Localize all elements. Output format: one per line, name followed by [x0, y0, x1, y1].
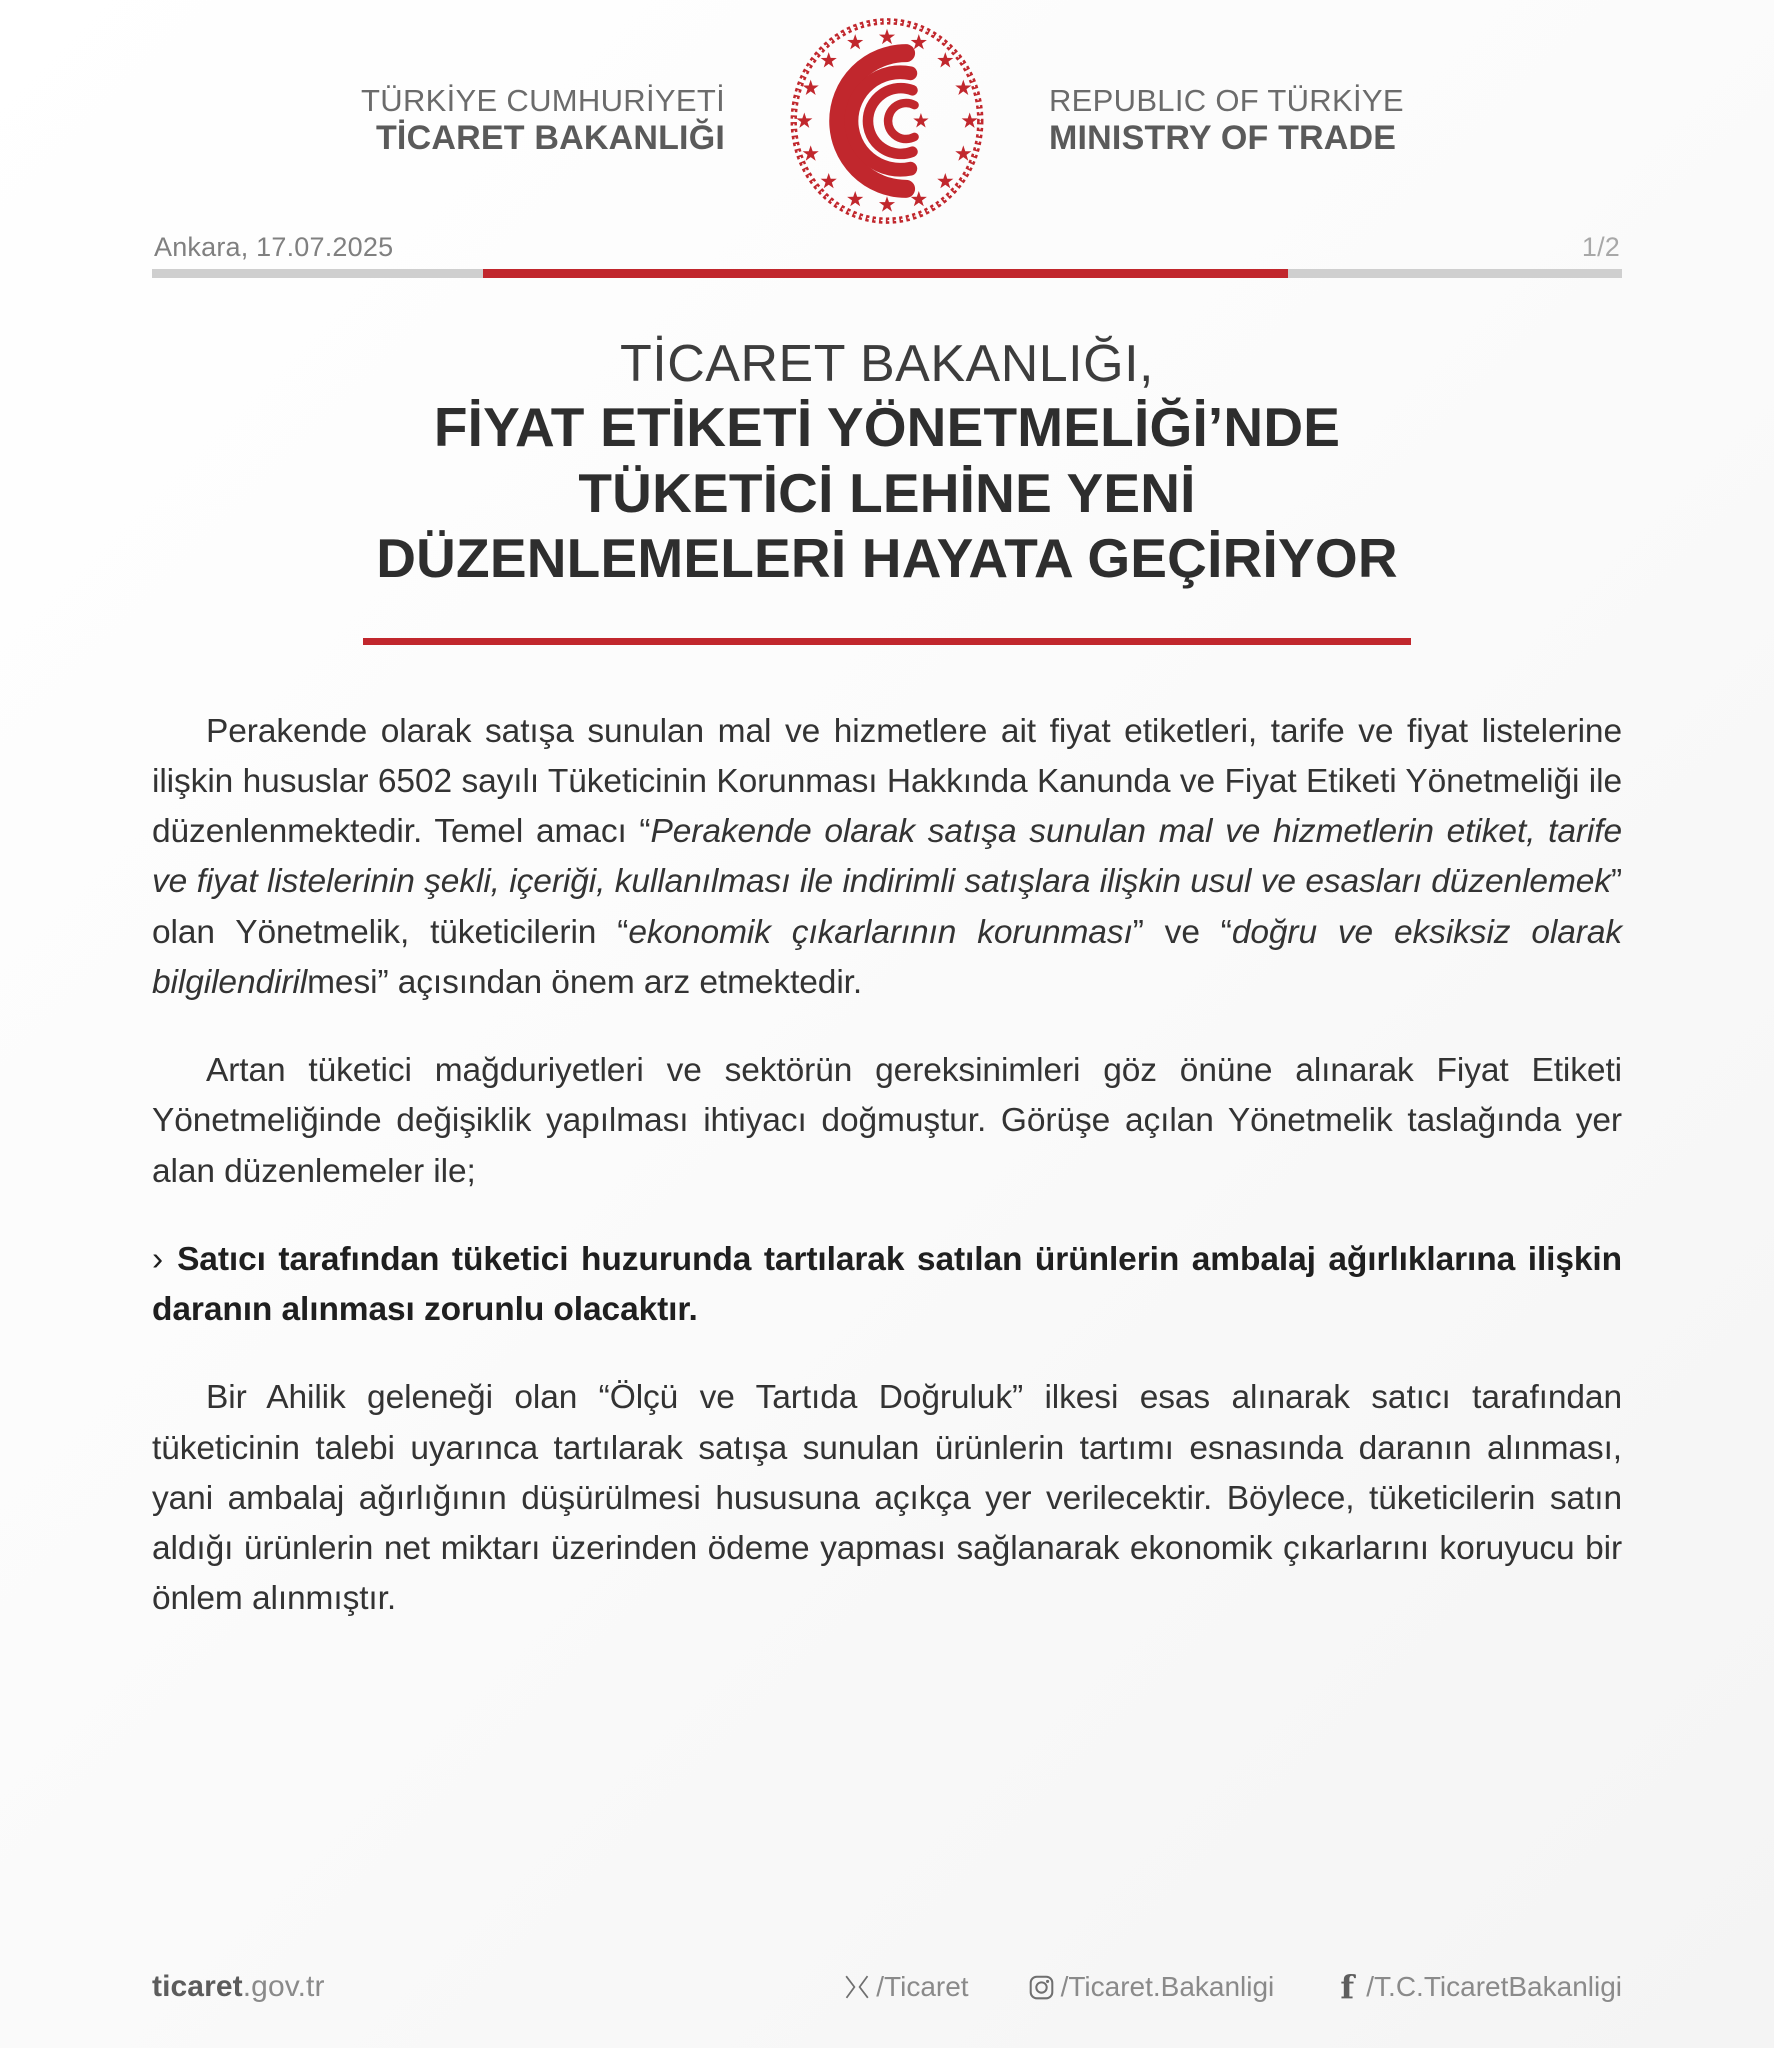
- bullet-item-1: [152, 1235, 1622, 1336]
- paragraph-1: [152, 707, 1622, 1009]
- divider-segment-red: [483, 269, 1289, 278]
- divider-segment-gray-right: [1288, 269, 1622, 278]
- document-meta-row: [152, 232, 1622, 269]
- paragraph-3: Bir Ahilik geleneği olan “Ölçü ve Tartıda Doğruluk” ilkesi esas alınarak satıcı tarafından tüketicinin talebi uyarınca tartılarak satışa sunulan ürünlerin tartımı esnasında daranın alınması, yani ambalaj ağırlığının düşürülmesi hususuna açıkça yer verilecektir. Böylece, tüketicilerin satın aldığı ürünlerin net miktarı üzerinden ödeme yapması sağlanarak ekonomik çıkarlarını koruyucu bir önlem alınmıştır.: [152, 1379, 1622, 1618]
- header-divider: [152, 269, 1622, 278]
- brand-turkish-line1: TÜRKİYE CUMHURİYETİ: [361, 82, 725, 118]
- page-number: 1/2: [1581, 232, 1620, 262]
- x-twitter-icon: [842, 1972, 872, 2002]
- document-date: Ankara, 17.07.2025: [154, 232, 394, 262]
- chevron-right-icon: ›: [152, 1240, 164, 1278]
- paragraph-1-part-a: Perakende olarak satışa sunulan mal ve hizmetlere ait fiyat etiketleri, tarife ve fiyat listelerine ilişkin hususlar 6502 sayılı Tüketicinin Korunması Hakkında Kanunda ve Fiyat Etiketi Yönetmeliği ile düzenlenmektedir. Temel amacı “: [152, 712, 1622, 851]
- turkish-republic-emblem-icon: [781, 15, 993, 227]
- paragraph-1-part-b: ” olan Yönetmelik, tüketicilerin “: [152, 863, 1622, 951]
- paragraph-1-part-c: ” ve “: [1132, 913, 1232, 951]
- title-line-4: DÜZENLEMELERİ HAYATA GEÇİRİYOR: [376, 527, 1398, 590]
- website-link[interactable]: [152, 1970, 325, 2004]
- title-divider: [363, 638, 1411, 645]
- paragraph-2: Artan tüketici mağduriyetleri ve sektörün gereksinimleri göz önüne alınarak Fiyat Etiketi Yönetmeliğinde değişiklik yapılması ihtiyacı doğmuştur. Görüşe açılan Yönetmelik taslağında yer alan düzenlemeler ile;: [152, 1052, 1622, 1190]
- instagram-icon: [1027, 1972, 1057, 2002]
- paragraph-1-quote-1: Perakende olarak satışa sunulan mal ve hizmetlerin etiket, tarife ve fiyat listelerinin şekli, içeriği, kullanılması ile indirimli satışlara ilişkin usul ve esasları düzenlemek: [152, 813, 1622, 901]
- document-header: [152, 0, 1622, 232]
- title-line-2: FİYAT ETİKETİ YÖNETMELİĞİ’NDE: [433, 396, 1341, 459]
- brand-english-line1: REPUBLIC OF TÜRKİYE: [1049, 82, 1404, 118]
- brand-english-line2: MINISTRY OF TRADE: [1049, 119, 1397, 158]
- brand-turkish: [341, 83, 781, 159]
- social-handle-instagram: /Ticaret.Bakanligi: [1060, 1971, 1275, 2002]
- social-links: [842, 1968, 1622, 2006]
- website-name: ticaret: [152, 1970, 243, 2003]
- page-title: [152, 282, 1622, 645]
- title-line-1: TİCARET BAKANLIĞI,: [620, 335, 1154, 393]
- social-handle-facebook: /T.C.TicaretBakanligi: [1366, 1971, 1622, 2002]
- brand-english: [993, 83, 1433, 159]
- brand-turkish-line2: TİCARET BAKANLIĞI: [375, 119, 725, 158]
- social-link-x[interactable]: [842, 1971, 968, 2003]
- facebook-icon: f: [1340, 1968, 1355, 2006]
- bullet-item-1-text: Satıcı tarafından tüketici huzurunda tartılarak satılan ürünlerin ambalaj ağırlıklarına ilişkin daranın alınması zorunlu olacaktır.: [152, 1240, 1622, 1329]
- paragraph-1-quote-2: ekonomik çıkarlarının korunması: [628, 913, 1133, 951]
- title-line-3: TÜKETİCİ LEHİNE YENİ: [578, 461, 1196, 524]
- document-body: [152, 645, 1622, 1625]
- social-link-instagram[interactable]: [1027, 1971, 1275, 2003]
- website-tld: .gov.tr: [242, 1970, 325, 2003]
- social-handle-x: /Ticaret: [876, 1971, 969, 2002]
- document-footer: [152, 1970, 1622, 2004]
- social-link-facebook[interactable]: [1332, 1968, 1622, 2006]
- paragraph-1-quote-3: doğru ve eksiksiz olarak bilgilendiril: [152, 913, 1623, 1001]
- paragraph-1-part-d: mesi” açısından önem arz etmektedir.: [307, 963, 863, 1001]
- divider-segment-gray-left: [152, 269, 483, 278]
